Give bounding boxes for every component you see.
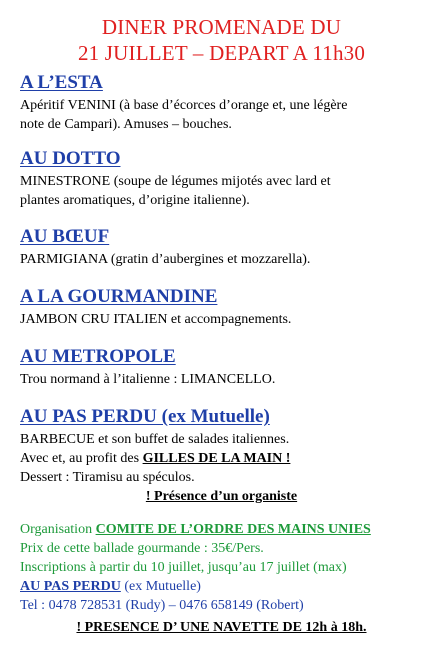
inscriptions-line: Inscriptions à partir du 10 juillet, jusqu’au 17 juillet (max) [20, 560, 347, 575]
organist-note: ! Présence d’un organiste [145, 489, 298, 504]
section-heading-dotto: AU DOTTO [20, 148, 121, 169]
section-heading-metropole: AU METROPOLE [20, 346, 176, 367]
place-line [20, 577, 430, 596]
organisation-prefix: Organisation [20, 522, 96, 537]
section-text-esta-2: note de Campari). Amuses – bouches. [20, 117, 232, 132]
section-text-dotto-1: MINESTRONE (soupe de légumes mijotés avec lard et [20, 174, 331, 189]
section-heading-boeuf: AU BŒUF [20, 226, 110, 247]
place-name: AU PAS PERDU [20, 579, 121, 594]
section-text-dotto-2: plantes aromatiques, d’origine italienne). [20, 193, 250, 208]
section-text-gourmandine: JAMBON CRU ITALIEN et accompagnements. [20, 312, 292, 327]
place-suffix: (ex Mutuelle) [120, 579, 201, 594]
shuttle-note: ! PRESENCE D’ UNE NAVETTE DE 12h à 18h. [76, 620, 367, 635]
section-text-boeuf: PARMIGIANA (gratin d’aubergines et mozzarella). [20, 252, 311, 267]
section-text-pas-perdu-1: BARBECUE et son buffet de salades italiennes. [20, 432, 290, 447]
section-text-esta-1: Apéritif VENINI (à base d’écorces d’orange et, une légère [20, 98, 348, 113]
gilles-name: GILLES DE LA MAIN ! [142, 451, 291, 466]
phones-line: Tel : 0478 728531 (Rudy) – 0476 658149 (Robert) [20, 598, 304, 613]
section-text-pas-perdu-2 [20, 449, 430, 468]
title-line-1: DINER PROMENADE DU [101, 15, 342, 39]
organisation-name: COMITE DE L’ORDRE DES MAINS UNIES [95, 522, 371, 537]
section-heading-gourmandine: A LA GOURMANDINE [20, 286, 218, 307]
price-line: Prix de cette ballade gourmande : 35€/Pers. [20, 541, 264, 556]
gilles-prefix: Avec et, au profit des [20, 451, 143, 466]
organisation-line [20, 520, 430, 539]
section-heading-pas-perdu: AU PAS PERDU (ex Mutuelle) [20, 406, 270, 427]
title-line-2: 21 JUILLET – DEPART A 11h30 [77, 41, 366, 65]
section-text-metropole: Trou normand à l’italienne : LIMANCELLO. [20, 372, 276, 387]
section-text-pas-perdu-3: Dessert : Tiramisu au spéculos. [20, 470, 195, 485]
section-heading-esta: A L’ESTA [20, 72, 103, 93]
